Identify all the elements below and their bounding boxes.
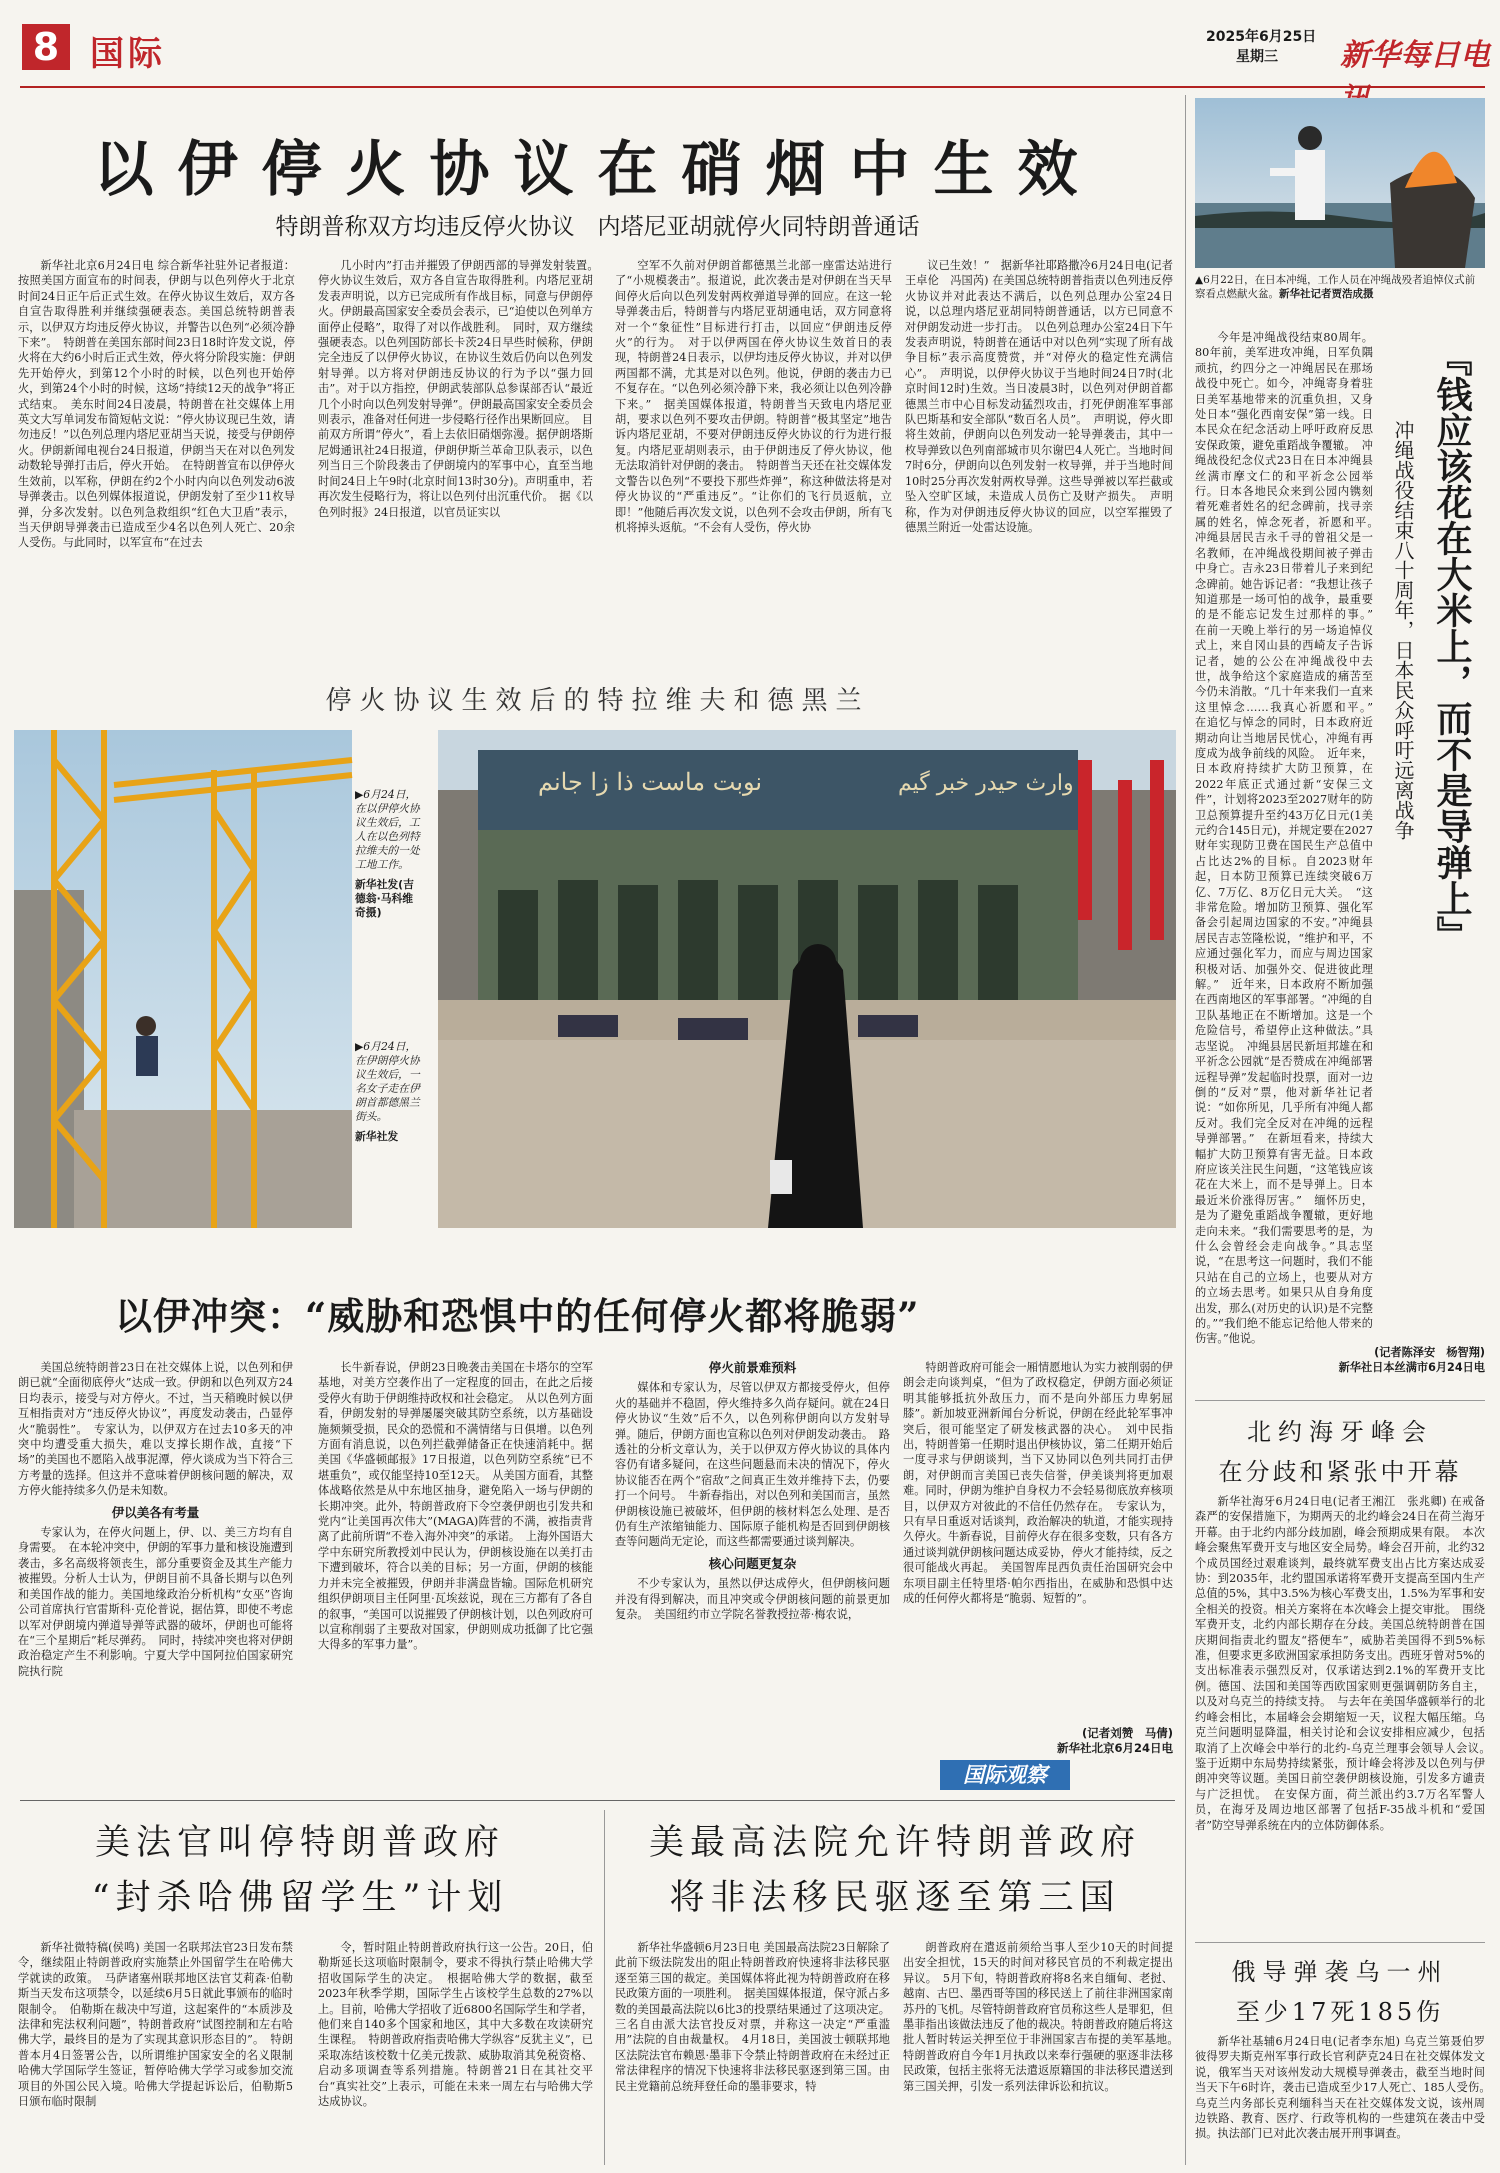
- story2-col3-head2: 核心问题更复杂: [708, 1555, 797, 1571]
- story1-col3: [615, 258, 892, 650]
- story3-col1: [18, 1940, 293, 2168]
- page-header: [10, 10, 1490, 74]
- ukraine-divider: [1195, 1942, 1485, 1943]
- okinawa-dateline: 新华社日本丝满市6月24日电: [1338, 1361, 1485, 1375]
- story2-col3b-text: 不少专家认为，虽然以伊达成停火，但伊朗核问题并没有得到解决，而且冲突或令伊朗核问题的前景更加复杂。 美国纽约市立学院名誉教授拉蒂·梅农说，: [615, 1577, 890, 1622]
- photo1-caption: [355, 788, 423, 920]
- okinawa-photo-credit: 新华社记者贾浩成摄: [1279, 287, 1374, 300]
- story4-col2: [903, 1940, 1185, 2168]
- story3-col2: [318, 1940, 593, 2168]
- story2-col3-head: 停火前景难预料: [708, 1360, 797, 1375]
- ukraine-article-text: 新华社基辅6月24日电(记者李东旭) 乌克兰第聂伯罗彼得罗夫斯克州军事行政长官利萨克24日在社交媒体发文说，俄军当天对该州发动大规模导弹袭击，截至当地时间当天下午6时许，袭击已造成至少17人死亡、185人受伤。 乌克兰内务部长克利缅科当天在社交媒体发文说，该州周边铁路、教育、医疗、行政等机构的一些建筑在袭击中受损。执法部门已对此次袭击展开刑事调查。: [1195, 2035, 1497, 2141]
- story2-col3-text: 媒体和专家认为，尽管以伊双方都接受停火，但停火的基础并不稳固，停火维持多久尚存疑问。就在24日停火协议“生效”后不久，以色列称伊朗向以方发射导弹。随后，伊朗方面也宣称以色列对伊朗发动袭击。 路透社的分析文章认为，关于以伊双方停火协议的具体内容仍有诸多疑问，在这些问题悬而未决的情况下，停火协议能否在两个“宿敌”之间真正生效并维持下去，仍要打一个问号。 牛新春指出，对以色列和美国而言，虽然伊朗核设施已被破坏，但伊朗的核材料怎么处理、是否仍有生产浓缩铀能力、国际原子能机构是否回到伊朗核查等问题尚无定论，而这些都需要通过谈判解决。: [615, 1381, 890, 1549]
- section-name: 国际: [90, 34, 166, 74]
- photo2-caption: [355, 1040, 423, 1144]
- masthead-logo: 新华每日电: [1340, 38, 1490, 73]
- story3-col1-text: 新华社微特稿(侯鸣) 美国一名联邦法官23日发布禁令，继续阻止特朗普政府实施禁止外国留学生在哈佛大学就读的政策。 马萨诸塞州联邦地区法官艾莉森·伯勒斯当天发布这项禁令，以延续6月5日就此事颁布的临时限制令。 伯勒斯在裁决中写道，这起案件的“本质涉及法律和宪法权利问题”，特朗普政府“试图控制和左右哈佛大学，最终目的是为了实现其意识形态目的”。 特朗普本月4日签署公告，以所谓维护国家安全的名义限制哈佛大学国际学生签证，暂停哈佛大学学习或参加交流项目的外国公民入境。哈佛大学提起诉讼后，伯勒斯5日颁布临时限制: [18, 1941, 293, 2109]
- story4-title-line1: 美最高法院允许特朗普政府: [648, 1823, 1141, 1863]
- ukraine-title-line1: 俄导弹袭乌一州: [1231, 1958, 1449, 1986]
- story2-col1-head: 伊以美各有考量: [111, 1504, 200, 1520]
- ukraine-title-line2: 至少17死185伤: [1235, 1998, 1445, 2026]
- story1-title: 以伊停火协议在硝烟中生效: [93, 135, 1102, 205]
- page-number: 8: [32, 25, 60, 69]
- photo-row-title: 停火协议生效后的特拉维夫和德黑兰: [325, 686, 870, 716]
- okinawa-article-text: 今年是冲绳战役结束80周年。80年前，美军进攻冲绳，日军负隅顽抗，约四分之一冲绳居民在那场战役中死亡。如今，冲绳寄身着驻日美军基地带来的沉重负担，又身处日本“强化西南安保”第一线。日本民众在纪念活动上呼吁政府反思安保政策，避免重蹈战争覆辙。 冲绳战役纪念仪式23日在日本冲绳县丝满市摩文仁的和平祈念公园举行。日本各地民众来到公园内镌刻着死难者姓名的纪念碑前，找寻亲属的姓名，悼念死者，祈愿和平。 冲绳县居民吉永千寻的曾祖父是一名教师，在冲绳战役期间被子弹击中身亡。吉永23日带着儿子来到纪念碑前。她告诉记者：“我想让孩子知道那是一场可怕的战争，最重要的是不能忘记发生过那样的事。” 在前一天晚上举行的另一场追悼仪式上，来自冈山县的西崎友子告诉记者，她的公公在冲绳战役中去世，战争给这个家庭造成的痛苦至今仍未消散。“几十年来我们一直来这里悼念……我真心祈愿和平。” 在追忆与悼念的同时，日本政府近期动向让当地居民忧心，冲绳有再度成为战争前线的风险。 近年来，日本政府持续扩大防卫预算，在2022年底正式通过新“安保三文件”，计划将2023至2027财年的防卫总预算提升至约43万亿日元(1美元约合145日元)，并规定要在2027财年实现防卫费在国民生产总值中占比达2%的目标。自2023财年起，日本防卫预算已连续突破6万亿、7万亿、8万亿日元大关。 “这非常危险。增加防卫预算、强化军备会引起周边国家的不安。”冲绳县居民吉志笠隆松说，“维护和平，不应通过强化军力，而应与周边国家积极对话、加强外交、促进彼此理解。” 近年来，日本政府不断加强在西南地区的军事部署。“冲绳的自卫队基地正在不断增加。这是一个危险信号，希望停止这种做法。”具志坚说。 冲绳县居民新垣邦雄在和平祈念公园就“是否赞成在冲绳部署远程导弹”发起临时投票，面对一边倒的“反对”票，他对新华社记者说：“如你所见，几乎所有冲绳人都反对。我们完全反对在冲绳的远程导弹部署。” 在新垣看来，持续大幅扩大防卫预算有害无益。日本政府应该关注民生问题，“这笔钱应该花在大米上，而不是导弹上。日本最近米价涨得厉害。” 缅怀历史，是为了避免重蹈战争覆辙，更好地走向未来。“我们需要思考的是，为什么会曾经会走向战争。”具志坚说，“在思考这一问题时，我们不能只站在自己的立场上，也要从对方的立场去思考。如果只从自身角度出发，那么(对历史的认识)是不完整的。”“我们绝不能忘记给他人带来的伤害。”他说。: [1195, 331, 1385, 1346]
- story2-dateline: 新华社北京6月24日电: [1056, 1741, 1173, 1755]
- okinawa-image: [1195, 98, 1485, 268]
- story2-col1-text: 美国总统特朗普23日在社交媒体上说，以色列和伊朗已就“全面彻底停火”达成一致。伊朗和以色列双方24日均表示，接受与对方停火。不过，当天稍晚时候以伊互相指责对方“违反停火协议”，再度发动袭击，凸显停火“脆弱性”。 专家认为，以伊双方在过去10多天的冲突中均遭受重大损失，难以支撑长期作战，直接“下场”的美国也不愿陷入战事泥潭，停火谈成为当下符合三方考量的选择。但这并不意味着伊朗核问题的解决，双方停火能持续多久仍是未知数。: [18, 1361, 293, 1498]
- bottom-divider: [20, 1800, 1175, 1801]
- story2-reporters: (记者刘赞 马倩): [1081, 1726, 1173, 1740]
- okinawa-vertical-title: 『钱应该花在大米上，而不是导弹上』: [1431, 340, 1473, 952]
- okinawa-article: [1195, 330, 1385, 1346]
- okinawa-caption-text: ▲6月22日，在日本冲绳，工作人员在冲绳战殁者追悼仪式前察看点燃献火盆。: [1195, 274, 1476, 300]
- photo2-caption-text: ▶6月24日，在伊朗停火协议生效后，一名女子走在伊朗首都德黑兰街头。: [355, 1040, 420, 1123]
- story2-col1b-text: 专家认为，在停火问题上，伊、以、美三方均有自身需要。 在本轮冲突中，伊朗的军事力量和核设施遭到袭击，多名高级将领丧生，部分重要资金及其生产能力被摧毁。分析人士认为，伊朗目前不具备长期与以色列和美国作战的能力。美国地缘政治分析机构“女巫”咨询公司首席执行官雷斯科·克伦普说，据估算，即使不考虑以军对伊朗境内弹道导弹等武器的破坏，伊朗也可能将在“三个星期后”耗尽弹药。 同时，持续冲突也将对伊朗政治稳定产生不利影响。宁夏大学中国阿拉伯国家研究院执行院: [18, 1526, 293, 1678]
- story1-col2: [318, 258, 605, 650]
- photo1-credit: 新华社发(吉德翁·马科维奇摄): [355, 878, 414, 919]
- story2-col2: [318, 1360, 593, 1780]
- story4-col2-text: 朗普政府在遣返前须给当事人至少10天的时间提出安全担忧，15天的时间对移民官员的不利裁定提出异议。 5月下旬，特朗普政府将8名来自缅甸、老挝、越南、古巴、墨西哥等国的移民送上了前往非洲国家南苏丹的飞机。尽管特朗普政府官员称这些人是罪犯，但墨菲指出该做法违反了他的裁决。特朗普政府随后将这批人暂时转运关押至位于非洲国家吉布提的美军基地。 特朗普政府自今年1月执政以来奉行强硬的驱逐非法移民政策，包括主张将无法遣返原籍国的非法移民遣送到第三国关押，引发一系列法律诉讼和抗议。: [903, 1941, 1185, 2093]
- issue-weekday: 星期三: [1236, 49, 1278, 65]
- story3-title-line1: 美法官叫停特朗普政府: [94, 1823, 505, 1863]
- okinawa-photo: [1195, 98, 1485, 268]
- story4-col1: [615, 1940, 890, 2168]
- story1-col4-text: 议已生效！” 据新华社耶路撒冷6月24日电(记者王卓伦 冯国芮) 在美国总统特朗普指责以色列违反停火协议并对此表达不满后，以色列总理办公室24日说，以总理内塔尼亚胡同特朗普通话，以方已同意不对伊朗发动进一步打击。 以色列总理办公室24日下午发表声明说，特朗普在通话中对以色列“实现了所有战争目标”表示高度赞赏，并“对停火的稳定性充满信心”。 声明说，以伊停火协议于当地时间24日7时(北京时间12时)生效。当日凌晨3时，以色列对伊朗首都德黑兰市中心目标发动猛烈攻击，打死伊朗准军事部队巴斯基和安全部队“数百名人员”。 声明说，停火即将生效前，伊朗向以色列发动一轮导弹袭击，其中一枚导弹致以色列南部城市贝尔谢巴4人死亡。当地时间7时6分，伊朗向以色列发射一枚导弹，并于当地时间10时25分再次发射两枚导弹。这些导弹被以军拦截或坠入空旷区域，未造成人员伤亡及财产损失。 声明称，作为对伊朗违反停火协议的回应，以空军摧毁了德黑兰附近一处雷达设施。: [905, 259, 1173, 534]
- page-number-box: [22, 24, 70, 70]
- tehran-image: [438, 730, 1176, 1228]
- story2-credit: [903, 1726, 1173, 1756]
- okinawa-vertical-subtitle: 冲绳战役结束八十周年，日本民众呼吁远离战争: [1391, 420, 1415, 840]
- sidebar-divider: [1185, 95, 1186, 2165]
- okinawa-article-wide: [1195, 1345, 1485, 1375]
- story2-col4-text: 特朗普政府可能会一厢情愿地认为实力被削弱的伊朗会走向谈判桌，“但为了政权稳定，伊朗方面必须证明其能够抵抗外敌压力，而不是向外部压力卑躬屈膝”。新加坡亚洲新闻台分析说，伊朗在经此轮军事冲突后，很可能坚定了研发核武器的决心。 刘中民指出，特朗普第一任期时退出伊核协议，第二任期开始后一度寻求与伊朗谈判，当下又协同以色列共同打击伊朗，对伊朗而言美国已丧失信誉，伊美谈判将更加艰难。同时，伊朗为维护自身权力不会轻易彻底放弃核项目，以伊双方对彼此的不信任仍然存在。 专家认为，只有早日重返对话谈判，政治解决的轨道，才能实现持久停火。牛新春说，目前停火存在很多变数，只有各方通过谈判就伊朗核问题达成妥协，停火才能持续，反之很可能战火再起。 美国智库昆西负责任治国研究会中东项目副主任特里塔·帕尔西指出，在威胁和恐惧中达成的任何停火都将是“脆弱、短暂的”。: [903, 1361, 1173, 1606]
- ukraine-article: [1195, 2034, 1497, 2166]
- billboard-right-text: وارث حیدر خبر گیم: [898, 771, 1074, 796]
- photo2-credit: 新华社发: [355, 1130, 399, 1143]
- story3-title-line2: “封杀哈佛留学生”计划: [91, 1878, 509, 1918]
- story2-title: 以伊冲突：“威胁和恐惧中的任何停火都将脆弱”: [115, 1294, 920, 1338]
- international-observation-badge: 国际观察: [940, 1760, 1070, 1790]
- story1-col1-text: 新华社北京6月24日电 综合新华社驻外记者报道：按照美国方面宣布的时间表，伊朗与以色列停火于北京时间24日正午后正式生效。在停火协议生效后，双方各自宣告取得胜利并继续强硬表态。美国总统特朗普表示，以伊双方均违反停火协议，并警告以色列“必须冷静下来”。 特朗普在美国东部时间23日18时许发文说，停火将在大约6小时后正式生效，停火将分阶段实施：伊朗先开始停火，到第12个小时的时候，以色列也开始停火，到第24个小时的时候，这场“持续12天的战争”将正式结束。 美东时间24日凌晨，特朗普在社交媒体上用英文大写单词发布简短帖文说：“停火协议现已生效，请勿违反！”以色列总理内塔尼亚胡当天说，接受与伊朗停火。伊朗新闻电视台24日报道，伊朗当天在对以色列发动数轮导弹打击后，停火开始。 在特朗普宣布以伊停火生效前，以军称，伊朗在约2个小时内向以色列发动6波导弹袭击。以色列媒体报道说，伊朗发射了至少11枚导弹，分多次发射。以色列急救组织“红色大卫盾”表示，当天伊朗导弹袭击已造成至少4名以色列人死亡、20余人受伤。与此同时，以军宣布“在过去: [18, 259, 295, 550]
- story4-col1-text: 新华社华盛顿6月23日电 美国最高法院23日解除了此前下级法院发出的阻止特朗普政府快速将非法移民驱逐至第三国的裁定。美国媒体将此视为特朗普政府在移民政策方面的一项胜利。 据美国媒体报道，保守派占多数的美国最高法院以6比3的投票结果通过了这项决定。三名自由派大法官投反对票，并称这一决定“严重滥用”法院的自由裁量权。 4月18日，美国波士顿联邦地区法院法官布赖恩·墨菲下令禁止特朗普政府在未经过正常法律程序的情况下快速将非法移民驱逐到第三国。由民主党籍前总统拜登任命的墨菲要求，特: [615, 1941, 890, 2093]
- nato-title-line1: 北约海牙峰会: [1247, 1418, 1433, 1446]
- issue-date: 2025年6月25日: [1206, 29, 1317, 45]
- story1-col1: [18, 258, 295, 650]
- photo-tel-aviv-crane: [14, 730, 352, 1228]
- okinawa-caption: [1195, 274, 1485, 301]
- story3-col2-text: 令，暂时阻止特朗普政府执行这一公告。20日，伯勒斯延长这项临时限制令，要求不得执行禁止哈佛大学招收国际学生的决定。 根据哈佛大学的数据，截至2023年秋季学期，国际学生占该校学生总数的27%以上。目前，哈佛大学招收了近6800名国际学生和学者，他们来自140多个国家和地区，其中大多数在攻读研究生课程。 特朗普政府指责哈佛大学纵容“反犹主义”，已采取冻结该校数十亿美元拨款、威胁取消其免税资格、启动多项调查等系列措施。特朗普21日在其社交平台“真实社交”上表示，可能在未来一周左右与哈佛大学达成协议。: [318, 1941, 593, 2109]
- story1-col2-text: 几小时内”打击并摧毁了伊朗西部的导弹发射装置。 停火协议生效后，双方各自宣告取得胜利。内塔尼亚胡发表声明说，以方已完成所有作战目标，同意与伊朗停火。伊朗最高国家安全委员会表示，已“迫使以色列单方面停止侵略”，取得了对以作战胜利。 同时，双方继续强硬表态。以色列国防部长卡茨24日早些时候称，伊朗完全违反了以伊停火协议，在协议生效后仍向以色列发射导弹。以方将对伊朗违反协议的行为予以“强力回击”。对于以方指控，伊朗武装部队总参谋部否认“最近几个小时向以色列发射导弹”。伊朗最高国家安全委员会则表示，准备对任何进一步侵略行径作出果断回应。 目前双方所谓“停火”，看上去依旧硝烟弥漫。据伊朗塔斯尼姆通讯社24日报道，伊朗伊斯兰革命卫队表示，以色列当日三个阶段袭击了伊朗境内的军事中心，直至当地时间24日上午9时(北京时间13时30分)。声明重申，若再次发生侵略行为，将让以色列付出沉重代价。 据《以色列时报》24日报道，以官员证实以: [318, 259, 605, 519]
- story2-col4: [903, 1360, 1173, 1726]
- story2-col3: [615, 1360, 890, 1780]
- photo-tehran-street: [438, 730, 1176, 1228]
- story1-col4: [905, 258, 1173, 650]
- nato-article-text: 新华社海牙6月24日电(记者王湘江 张兆卿) 在戒备森严的安保措施下，为期两天的北约峰会24日在荷兰海牙开幕。由于北约内部分歧加剧，峰会预期成果有限。 本次峰会聚焦军费开支与地区安全局势。峰会召开前，北约32个成员国经过艰难谈判，最终就军费支出占比方案达成妥协：到2035年，北约盟国承诺将军费开支提高至国内生产总值的5%，其中3.5%为核心军费支出，1.5%为军事和安全相关的投资。相关方案将在本次峰会上提交审批。 围绕军费开支，北约内部长期存在分歧。美国总统特朗普在国庆期间指责北约盟友“搭便车”，威胁若美国得不到5%标准，但要求更多欧洲国家承担防务支出。西班牙曾对5%的支出标准表示强烈反对，仅承诺达到2.1%的军费开支比例。德国、法国和美国等西欧国家则更强调朝防务自主，以及对乌克兰的持续支持。 与去年在美国华盛顿举行的北约峰会相比，本届峰会会期缩短一天，议程大幅压缩。乌克兰问题明显降温，相关讨论和会议安排相应减少，包括取消了上次峰会中举行的北约-乌克兰理事会领导人会议。 鉴于近期中东局势持续紧张，预计峰会将涉及以色列与伊朗冲突等议题。美国日前空袭伊朗核设施，引发多方谴责与广泛担忧。 在安保方面，荷兰派出约3.7万名军警人员，在海牙及周边地区部署了包括F-35战斗机和“爱国者”防空导弹系统在内的立体防御体系。: [1195, 1495, 1497, 1832]
- crane-image: [14, 730, 352, 1228]
- header-rule: [20, 86, 1485, 88]
- nato-divider: [1195, 1400, 1485, 1401]
- photo1-caption-text: ▶6月24日，在以伊停火协议生效后，工人在以色列特拉维夫的一处工地工作。: [355, 788, 420, 871]
- nato-article: [1195, 1494, 1497, 1944]
- story1-col3-text: 空军不久前对伊朗首都德黑兰北部一座雷达站进行了“小规模袭击”。报道说，此次袭击是对伊朗在当天早间停火后向以色列发射两枚弹道导弹的回应。在这一轮导弹袭击后，特朗普与内塔尼亚胡通电话，双方同意将对一个“象征性”目标进行打击，以回应“伊朗违反停火”的行为。 对于以伊两国在停火协议生效首日的表现，特朗普24日表示，以伊均违反停火协议，并对以伊两国都不满，尤其是对以色列。他说，伊朗的袭击力已不复存在。“以色列必须冷静下来，我必须让以色列冷静下来。” 据美国媒体报道，特朗普当天致电内塔尼亚胡，要求以色列不要攻击伊朗。特朗普“极其坚定”地告诉内塔尼亚胡，不要对伊朗违反停火协议的行为进行报复。内塔尼亚胡则表示，由于伊朗违反了停火协议，他无法取消针对伊朗的袭击。 特朗普当天还在社交媒体发文警告以色列“不要投下那些炸弹”，称这种做法将是对停火协议的“严重违反”。“让你们的飞行员返航，立即！”他随后再次发文说，以色列不会攻击伊朗，所有飞机将掉头返航。“不会有人受伤，停火协: [615, 259, 892, 534]
- story1-subtitle: 特朗普称双方均违反停火协议 内塔尼亚胡就停火同特朗普通话: [275, 214, 920, 240]
- billboard-left-text: نوبت ماست ذا زا جانم: [538, 768, 763, 796]
- story4-title-line2: 将非法移民驱逐至第三国: [669, 1878, 1121, 1918]
- nato-title-line2: 在分歧和紧张中开幕: [1218, 1458, 1462, 1486]
- story3-4-divider: [604, 1810, 605, 2165]
- story2-col2-text: 长牛新春说，伊朗23日晚袭击美国在卡塔尔的空军基地，对美方空袭作出了一定程度的回击，在此之后接受停火有助于伊朗维持政权和社会稳定。 从以色列方面看，伊朗发射的导弹屡屡突破其防空系统，以方基础设施频频受损，民众的恐慌和不满情绪与日俱增。以色列方面有消息说，以色列拦截弹储备正在快速消耗中。据美国《华盛顿邮报》17日报道，以色列防空系统“已不堪重负”，或仅能坚持10至12天。 从美国方面看，其整体战略依然是从中东地区抽身，避免陷入一场与伊朗的长期冲突。此外，特朗普政府下令空袭伊朗也引发共和党内“让美国再次伟大”(MAGA)阵营的不满，被指责背离了此前所谓“不卷入海外冲突”的承诺。 上海外国语大学中东研究所教授刘中民认为，伊朗核设施在以美打击下遭到破坏，符合以美的目标；另一方面，伊朗的核能力并未完全被摧毁，伊朗并非满盘皆输。国际危机研究组织伊朗项目主任阿里·瓦埃兹说，现在三方都有了各自的叙事，“美国可以说摧毁了伊朗核计划，以色列政府可以宣称削弱了主要敌对国家，伊朗则成功抵御了比它强大得多的军事力量”。: [318, 1361, 593, 1652]
- okinawa-reporters: (记者陈泽安 杨智翔): [1374, 1346, 1485, 1359]
- story2-col1: [18, 1360, 293, 1780]
